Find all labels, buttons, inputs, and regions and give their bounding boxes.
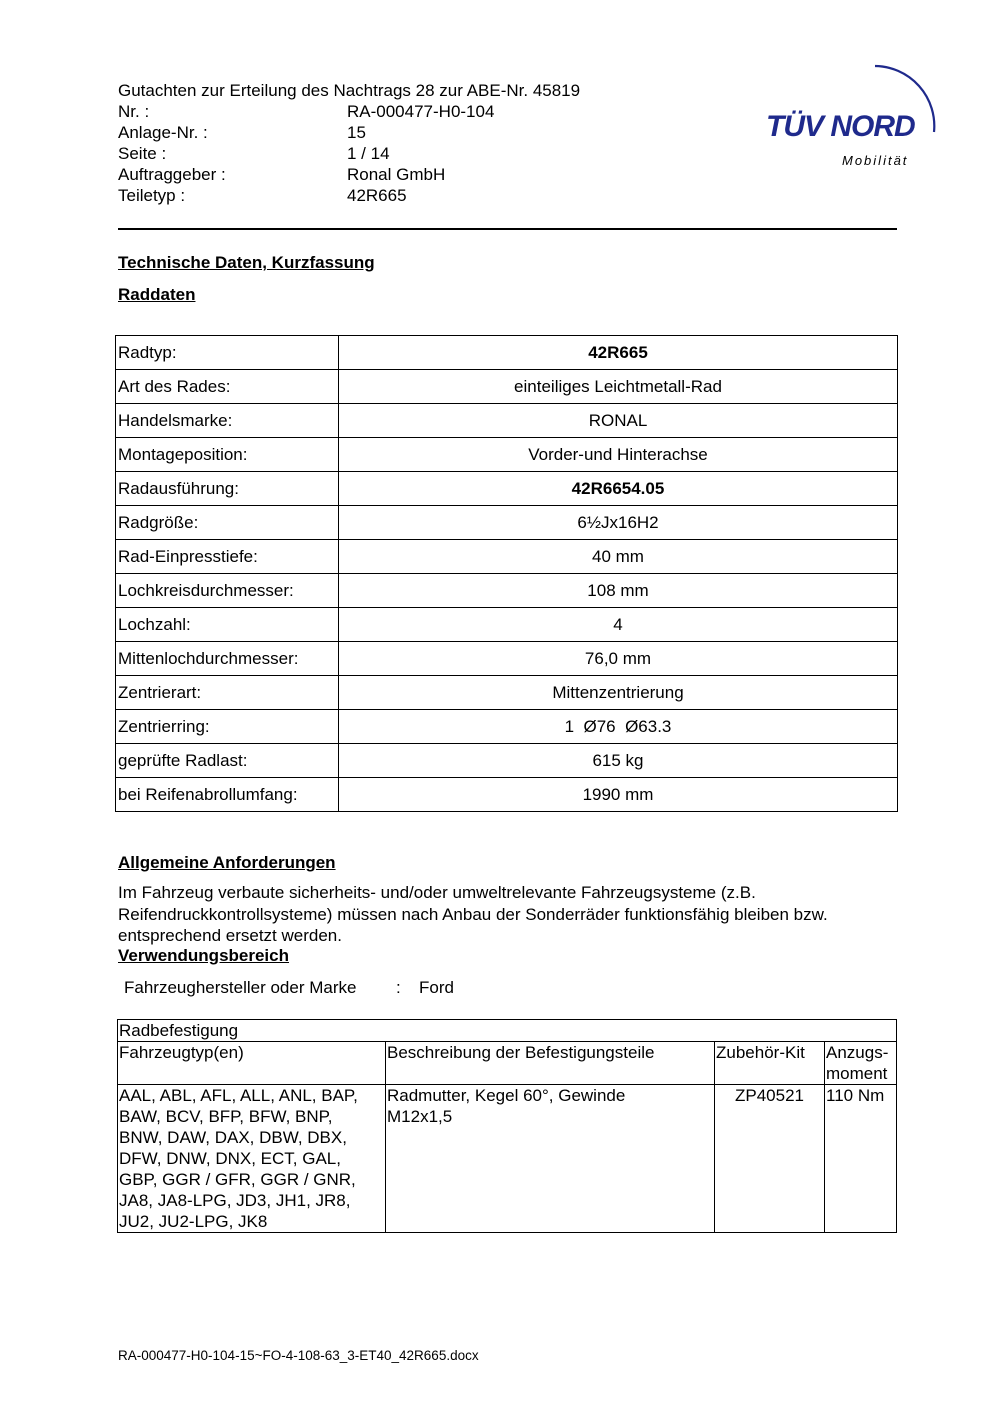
row-value: 6½Jx16H2 xyxy=(339,506,898,540)
type-line: BAW, BCV, BFP, BFW, BNP, xyxy=(119,1107,333,1126)
row-value: 1 Ø76 Ø63.3 xyxy=(339,710,898,744)
cell-torque: 110 Nm xyxy=(825,1085,897,1233)
table-row xyxy=(116,540,898,574)
header-torque-line: Anzugs- xyxy=(826,1043,889,1062)
row-label: geprüfte Radlast: xyxy=(116,744,339,778)
header-divider xyxy=(118,228,897,230)
section-heading-usage: Verwendungsbereich xyxy=(118,946,289,965)
manufacturer-separator: : xyxy=(396,978,401,997)
row-label: Handelsmarke: xyxy=(116,404,339,438)
section-heading-wheel: Raddaten xyxy=(118,285,196,304)
table-row xyxy=(116,642,898,676)
table-row xyxy=(116,438,898,472)
table-row xyxy=(116,778,898,812)
description-line: Radmutter, Kegel 60°, Gewinde xyxy=(387,1086,626,1105)
row-label: Montageposition: xyxy=(116,438,339,472)
type-line: JU2, JU2-LPG, JK8 xyxy=(119,1212,268,1231)
table-caption-row xyxy=(118,1020,897,1042)
type-line: AAL, ABL, AFL, ALL, ANL, BAP, xyxy=(119,1086,358,1105)
type-line: BNW, DAW, DAX, DBW, DBX, xyxy=(119,1128,347,1147)
table-row xyxy=(116,506,898,540)
row-label: Lochkreisdurchmesser: xyxy=(116,574,339,608)
header-field-value: Ronal GmbH xyxy=(347,165,446,184)
row-label: Radgröße: xyxy=(116,506,339,540)
wheel-fixing-table xyxy=(117,1019,897,1233)
table-row xyxy=(116,370,898,404)
logo-brand-text: TÜV NORD xyxy=(766,110,915,143)
section-heading-technical: Technische Daten, Kurzfassung xyxy=(118,253,375,272)
row-value: 42R665 xyxy=(339,336,898,370)
general-requirements-text xyxy=(118,882,897,947)
row-label: bei Reifenabrollumfang: xyxy=(116,778,339,812)
type-line: JA8, JA8-LPG, JD3, JH1, JR8, xyxy=(119,1191,351,1210)
header-torque-line: moment xyxy=(826,1064,888,1083)
header-field-label: Seite : xyxy=(118,144,167,163)
footer-filename: RA-000477-H0-104-15~FO-4-108-63_3-ET40_42R665.docx xyxy=(118,1348,479,1363)
row-value: 615 kg xyxy=(339,744,898,778)
row-label: Radausführung: xyxy=(116,472,339,506)
wheel-data-table xyxy=(115,335,898,812)
row-value: RONAL xyxy=(339,404,898,438)
header-field-value: 1 / 14 xyxy=(347,144,390,163)
row-label: Rad-Einpresstiefe: xyxy=(116,540,339,574)
header-accessory-kit: Zubehör-Kit xyxy=(715,1042,825,1085)
header-field-value: 42R665 xyxy=(347,186,407,205)
paragraph-line: Reifendruckkontrollsysteme) müssen nach Anbau der Sonderräder funktionsfähig bleiben bzw. xyxy=(118,904,828,924)
table-row xyxy=(116,472,898,506)
table-row xyxy=(116,574,898,608)
row-value: 1990 mm xyxy=(339,778,898,812)
table-row xyxy=(116,676,898,710)
description-line: M12x1,5 xyxy=(387,1107,453,1126)
header-field-label: Auftraggeber : xyxy=(118,165,226,184)
row-label: Art des Rades: xyxy=(116,370,339,404)
row-value: 40 mm xyxy=(339,540,898,574)
cell-accessory-kit: ZP40521 xyxy=(715,1085,825,1233)
table-row xyxy=(116,744,898,778)
header-vehicle-types: Fahrzeugtyp(en) xyxy=(118,1042,386,1085)
row-value: 42R6654.05 xyxy=(339,472,898,506)
table-header-row xyxy=(118,1042,897,1085)
row-label: Zentrierart: xyxy=(116,676,339,710)
logo-sub-text: Mobilität xyxy=(842,153,909,168)
row-value: 4 xyxy=(339,608,898,642)
report-title: Gutachten zur Erteilung des Nachtrags 28 zur ABE-Nr. 45819 xyxy=(118,81,581,100)
row-value: 76,0 mm xyxy=(339,642,898,676)
header-field-value: RA-000477-H0-104 xyxy=(347,102,495,121)
table-row xyxy=(118,1085,897,1233)
header-description: Beschreibung der Befestigungsteile xyxy=(386,1042,715,1085)
section-heading-general: Allgemeine Anforderungen xyxy=(118,853,336,872)
paragraph-line: entsprechend ersetzt werden. xyxy=(118,926,342,945)
row-label: Radtyp: xyxy=(116,336,339,370)
table-row xyxy=(116,336,898,370)
row-label: Mittenlochdurchmesser: xyxy=(116,642,339,676)
table-row xyxy=(116,710,898,744)
table-row xyxy=(116,608,898,642)
cell-description xyxy=(386,1085,715,1233)
row-label: Zentrierring: xyxy=(116,710,339,744)
cell-vehicle-types xyxy=(118,1085,386,1233)
row-label: Lochzahl: xyxy=(116,608,339,642)
header-field-label: Anlage-Nr. : xyxy=(118,123,208,142)
table-row xyxy=(116,404,898,438)
row-value: einteiliges Leichtmetall-Rad xyxy=(339,370,898,404)
header-field-value: 15 xyxy=(347,123,366,142)
manufacturer-value: Ford xyxy=(419,978,454,997)
header-field-label: Teiletyp : xyxy=(118,186,186,205)
header-field-label: Nr. : xyxy=(118,102,150,121)
row-value: 108 mm xyxy=(339,574,898,608)
manufacturer-label: Fahrzeughersteller oder Marke xyxy=(124,978,357,997)
table-caption: Radbefestigung xyxy=(118,1020,897,1042)
row-value: Mittenzentrierung xyxy=(339,676,898,710)
type-line: DFW, DNW, DNX, ECT, GAL, xyxy=(119,1149,341,1168)
paragraph-line: Im Fahrzeug verbaute sicherheits- und/oder umweltrelevante Fahrzeugsysteme (z.B. xyxy=(118,883,756,902)
header-torque xyxy=(825,1042,897,1085)
row-value: Vorder-und Hinterachse xyxy=(339,438,898,472)
type-line: GBP, GGR / GFR, GGR / GNR, xyxy=(119,1170,356,1189)
tuv-nord-logo xyxy=(764,58,944,173)
